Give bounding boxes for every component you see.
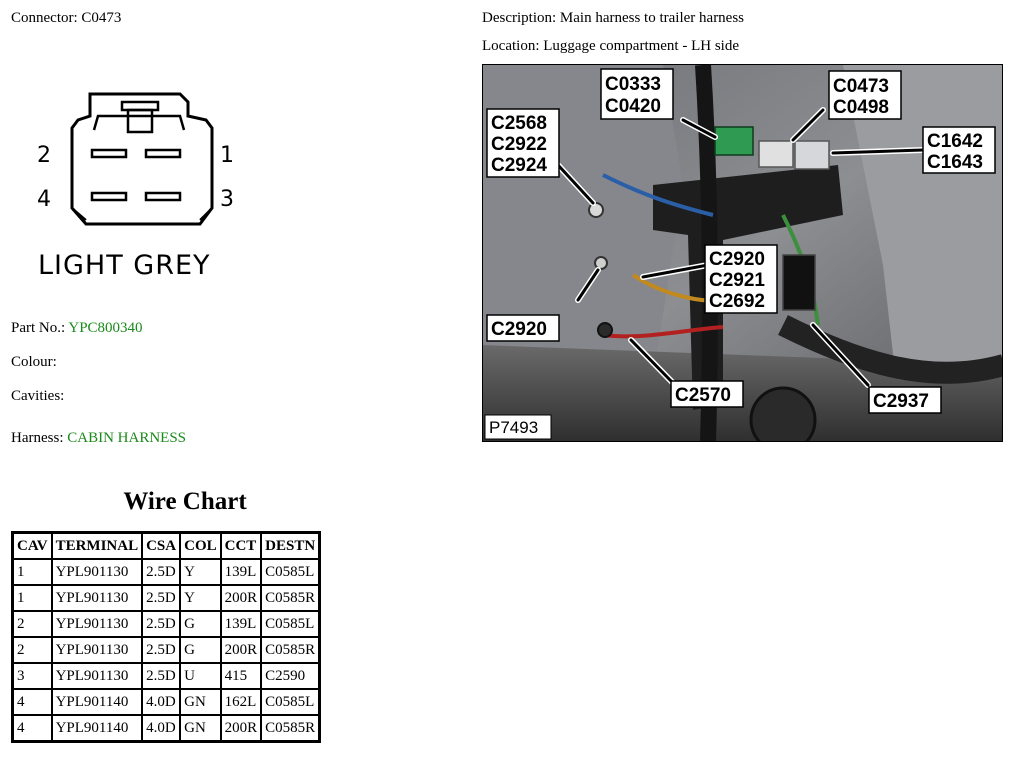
table-cell-col: G [180, 611, 221, 637]
callout-c1642: C1642 [927, 131, 983, 152]
table-row [13, 611, 320, 637]
table-cell-cav: 3 [13, 663, 52, 689]
table-row [13, 689, 320, 715]
harness-label: Harness: [11, 430, 64, 446]
pin-number-2: 2 [37, 143, 51, 168]
table-cell-cct: 139L [221, 611, 262, 637]
callout-c2921: C2921 [709, 270, 765, 291]
table-cell-col: Y [180, 585, 221, 611]
callout-c0333: C0333 [605, 74, 661, 95]
table-cell-terminal: YPL901130 [52, 611, 143, 637]
wire-chart-header-terminal: TERMINAL [52, 533, 143, 560]
table-cell-col: GN [180, 715, 221, 742]
table-cell-cav: 1 [13, 559, 52, 585]
harness-link[interactable]: CABIN HARNESS [67, 430, 187, 446]
table-cell-terminal: YPL901130 [52, 663, 143, 689]
housing-inner-edge [94, 116, 184, 130]
table-cell-destn: C0585R [261, 715, 320, 742]
callout-c2920-a: C2920 [709, 249, 765, 270]
table-cell-cav: 1 [13, 585, 52, 611]
table-cell-cav: 4 [13, 715, 52, 742]
connector-color-label: LIGHT GREY [38, 250, 211, 281]
table-cell-csa: 4.0D [142, 715, 180, 742]
callout-c1643: C1643 [927, 152, 983, 173]
wire-chart-header-cct: CCT [221, 533, 262, 560]
connector-line [11, 9, 121, 27]
table-cell-csa: 2.5D [142, 559, 180, 585]
table-cell-destn: C0585L [261, 559, 320, 585]
table-row [13, 663, 320, 689]
part-number-line [11, 319, 143, 337]
table-cell-csa: 2.5D [142, 637, 180, 663]
callout-c2570: C2570 [675, 385, 731, 406]
wire-chart-body [13, 559, 320, 742]
cavities-line [11, 387, 64, 405]
table-cell-terminal: YPL901140 [52, 689, 143, 715]
part-number-label: Part No.: [11, 320, 66, 336]
table-cell-col: GN [180, 689, 221, 715]
table-cell-col: U [180, 663, 221, 689]
wire-chart-header-col: COL [180, 533, 221, 560]
callout-c0473: C0473 [833, 76, 889, 97]
wire-chart-title: Wire Chart [123, 488, 247, 515]
green-connector [715, 127, 753, 155]
table-cell-destn: C2590 [261, 663, 320, 689]
table-cell-cav: 4 [13, 689, 52, 715]
table-cell-terminal: YPL901140 [52, 715, 143, 742]
terminal-slot-4 [92, 193, 126, 200]
location-label: Location: [482, 38, 540, 54]
location-line [482, 37, 739, 55]
table-cell-terminal: YPL901130 [52, 637, 143, 663]
wire-chart-header-csa: CSA [142, 533, 180, 560]
description-line [482, 9, 744, 27]
table-cell-csa: 2.5D [142, 611, 180, 637]
table-cell-csa: 2.5D [142, 585, 180, 611]
callout-c2568: C2568 [491, 113, 547, 134]
photo-canvas [483, 65, 1003, 442]
callout-c0420: C0420 [605, 96, 661, 117]
connector-label: Connector: [11, 10, 78, 26]
table-cell-destn: C0585L [261, 611, 320, 637]
table-cell-col: G [180, 637, 221, 663]
callout-c2922: C2922 [491, 134, 547, 155]
table-cell-cav: 2 [13, 611, 52, 637]
ground-stud [595, 257, 607, 269]
grey-connector [795, 141, 829, 169]
grommet [598, 323, 612, 337]
pin-number-4: 4 [37, 187, 51, 212]
location-value: Luggage compartment - LH side [543, 38, 740, 54]
callout-c2920-b: C2920 [491, 319, 547, 340]
locking-tab-stem [128, 110, 152, 132]
callout-c2692: C2692 [709, 291, 765, 312]
table-cell-cct: 200R [221, 585, 262, 611]
table-cell-cct: 200R [221, 637, 262, 663]
callout-c0498: C0498 [833, 97, 889, 118]
black-connector-block [783, 255, 815, 310]
callout-c2924: C2924 [491, 155, 547, 176]
wire-chart-header-cav: CAV [13, 533, 52, 560]
terminal-slot-1 [146, 150, 180, 157]
table-row [13, 715, 320, 742]
wire-chart-header-destn: DESTN [261, 533, 320, 560]
colour-line [11, 353, 57, 371]
table-cell-cct: 139L [221, 559, 262, 585]
part-number-link[interactable]: YPC800340 [68, 320, 143, 336]
table-cell-destn: C0585L [261, 689, 320, 715]
terminal-slot-2 [92, 150, 126, 157]
table-cell-cav: 2 [13, 637, 52, 663]
wire-chart-table [11, 531, 321, 743]
table-cell-cct: 162L [221, 689, 262, 715]
table-cell-terminal: YPL901130 [52, 559, 143, 585]
colour-label: Colour: [11, 354, 57, 370]
description-label: Description: [482, 10, 557, 26]
wire-chart-header-row [13, 533, 320, 560]
pin-number-3: 3 [220, 187, 234, 212]
pin-number-1: 1 [220, 143, 234, 168]
cavities-label: Cavities: [11, 388, 65, 404]
table-cell-csa: 2.5D [142, 663, 180, 689]
callout-c2937: C2937 [873, 391, 929, 412]
floor-plug [751, 388, 815, 442]
light-grey-connector [759, 141, 793, 167]
terminal-slot-3 [146, 193, 180, 200]
table-cell-destn: C0585R [261, 637, 320, 663]
location-photo [482, 64, 1003, 442]
table-cell-cct: 415 [221, 663, 262, 689]
harness-line [11, 429, 186, 447]
table-cell-cct: 200R [221, 715, 262, 742]
table-row [13, 559, 320, 585]
housing-chamfer [72, 208, 212, 220]
table-row [13, 585, 320, 611]
description-value: Main harness to trailer harness [559, 10, 745, 26]
table-row [13, 637, 320, 663]
connector-housing [72, 94, 212, 224]
table-cell-destn: C0585R [261, 585, 320, 611]
table-cell-terminal: YPL901130 [52, 585, 143, 611]
photo-id: P7493 [489, 418, 539, 437]
connector-face-diagram [30, 80, 250, 245]
table-cell-col: Y [180, 559, 221, 585]
connector-id: C0473 [81, 10, 122, 26]
table-cell-csa: 4.0D [142, 689, 180, 715]
